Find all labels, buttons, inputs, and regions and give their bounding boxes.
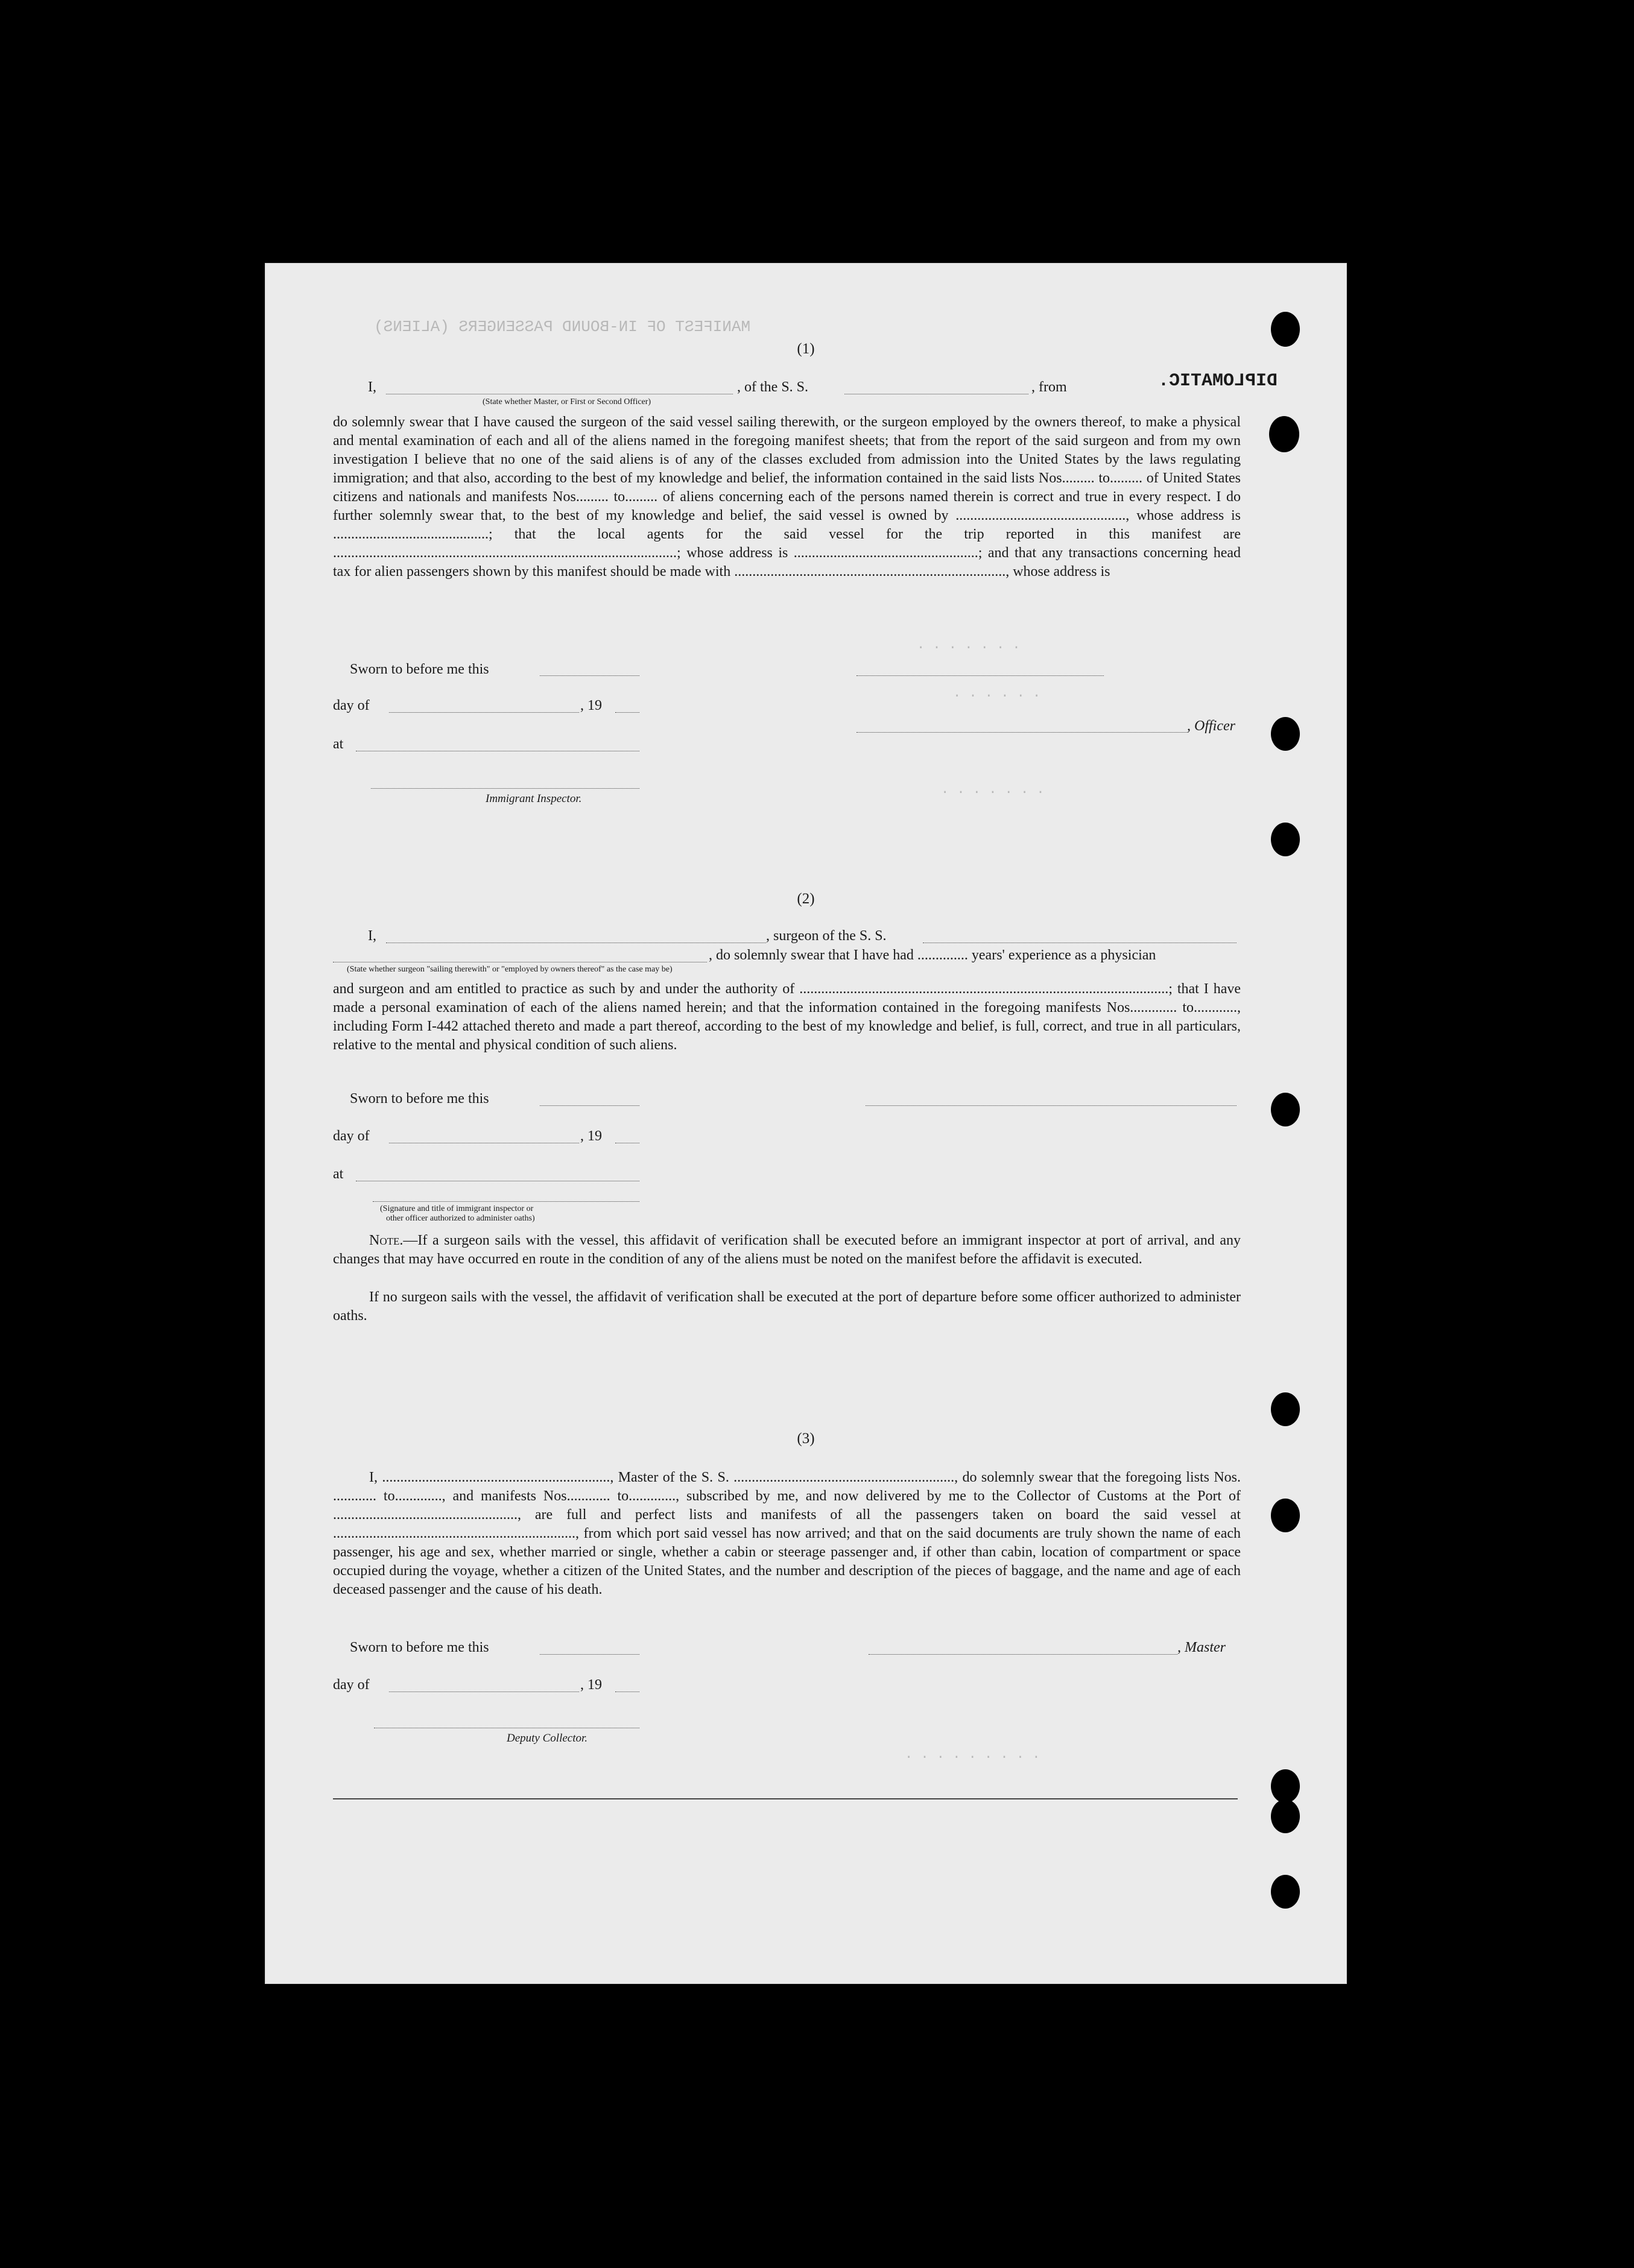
officer-label: , Officer xyxy=(1187,718,1235,734)
bleed-through: . . . . . . xyxy=(953,686,1041,701)
master-oath-text: I, ..............................................................., Master of the S. S. ............................................................., do solemnly swear that the foregoing lists Nos. ............ to............., and manifests Nos............ to............., subscribed by me, and now delivered by me to the Collector of Customs at the Port of ..................................................., are full and perfect lists and manifests of all the passengers taken on board the said vessel at ..................................................................., from which port said vessel has now arrived; and that on the said documents are truly shown the name of each passenger, his age and sex, whether married or single, whether a cabin or steerage passenger and, if other than cabin, location of compartment or space occupied during the voyage, whether a citizen of the United States, and the number and description of the pieces of baggage, and the name and age of each deceased passenger and the cause of his death. xyxy=(333,1470,1241,1597)
punch-hole xyxy=(1271,1799,1300,1833)
year-label: , 19 xyxy=(580,1128,602,1144)
punch-hole xyxy=(1271,1875,1300,1909)
year-label: , 19 xyxy=(580,1677,602,1693)
punch-hole xyxy=(1271,1769,1300,1803)
punch-hole xyxy=(1269,416,1299,452)
port-stamp: DIPLOMATIC. xyxy=(1158,371,1278,391)
year-line xyxy=(615,712,639,713)
sworn-label: Sworn to before me this xyxy=(350,662,489,677)
day-label: day of xyxy=(333,1677,370,1693)
date-line xyxy=(540,675,639,676)
signature-caption: (Signature and title of immigrant inspector or xyxy=(380,1204,534,1213)
field-caption: (State whether surgeon "sailing therewith" or "employed by owners thereof" as the case may be) xyxy=(347,965,673,974)
bleed-through: . . . . . . . xyxy=(941,782,1045,797)
date-line xyxy=(540,1105,639,1106)
sworn-label: Sworn to before me this xyxy=(350,1091,489,1107)
punch-hole xyxy=(1271,1499,1300,1532)
surgeon-oath-text: and surgeon and am entitled to practice as such by and under the authority of ......................................................................................................; that I have made a personal examination of each of the aliens named herein; and that the information contained in the foregoing manifests Nos............. to............, including Form I-442 attached thereto and made a part thereof, according to the best of my knowledge and belief, is full, correct, and true in all particulars, relative to the mental and physical condition of such aliens. xyxy=(333,981,1241,1053)
punch-hole xyxy=(1271,1392,1300,1426)
at-label: at xyxy=(333,736,344,752)
signature-caption: other officer authorized to administer oaths) xyxy=(386,1214,535,1223)
at-label: at xyxy=(333,1166,344,1182)
note-paragraph-2: If no surgeon sails with the vessel, the affidavit of verification shall be executed at the port of departure before some officer authorized to administer oaths. xyxy=(333,1289,1241,1324)
note-label: Note. xyxy=(369,1233,404,1248)
date-line xyxy=(540,1654,639,1655)
master-label: , Master xyxy=(1177,1640,1226,1655)
oath-text: do solemnly swear that I have caused the surgeon of the said vessel sailing therewith, or the surgeon employed by the owners thereof, to make a physical and mental examination of each and all of the aliens named in the foregoing manifest sheets; that from the report of the said surgeon and from my own investigation I believe that no one of the said aliens is of any of the classes excluded from admission into the United States by the laws regulating immigration; and that also, according to the best of my knowledge and belief, the information contained in the said lists Nos......... to......... of United States citizens and nationals and manifests Nos......... to......... of aliens concerning each of the persons named therein is correct and true in every respect. I do further solemnly swear that, to the best of my knowledge and belief, the said vessel is owned by ..............................................., whose address is ...........................................; that the local agents for the said vessel for the trip reported in this manifest are ...............................................................................................; whose address is ...................................................; and that any transactions concerning head tax for alien passengers shown by this manifest should be made with ..........................................................................., whose address is xyxy=(333,414,1241,580)
surgeon-ship-label: , surgeon of the S. S. xyxy=(766,928,887,944)
surgeon-signature-line xyxy=(866,1105,1237,1106)
from-label: , from xyxy=(1031,379,1067,395)
section-number: (2) xyxy=(797,891,815,907)
day-line xyxy=(389,712,579,713)
sworn-label: Sworn to before me this xyxy=(350,1640,489,1655)
manifest-page xyxy=(265,264,1346,1983)
bleed-through: . . . . . . . xyxy=(917,637,1021,652)
year-label: , 19 xyxy=(580,698,602,713)
section-number: (3) xyxy=(797,1430,815,1447)
officer-line xyxy=(857,732,1188,733)
field-caption: (State whether Master, or First or Second Officer) xyxy=(483,397,651,406)
punch-hole xyxy=(1271,1093,1300,1126)
punch-hole xyxy=(1271,823,1300,856)
day-label: day of xyxy=(333,698,370,713)
surgeon-affiant-label: I, xyxy=(368,928,376,944)
surgeon-experience: , do solemnly swear that I have had .............. years' experience as a physician xyxy=(709,947,1156,963)
punch-hole xyxy=(1271,717,1300,751)
ship-label: , of the S. S. xyxy=(737,379,809,395)
section-number: (1) xyxy=(797,341,815,357)
affiant-label: I, xyxy=(368,379,376,395)
official-signature-line xyxy=(373,1201,639,1202)
bleed-through: . . . . . . . . . xyxy=(905,1747,1040,1762)
inspector-caption: Immigrant Inspector. xyxy=(486,792,582,805)
collector-caption: Deputy Collector. xyxy=(507,1732,588,1745)
note-text: —If a surgeon sails with the vessel, this affidavit of verification shall be executed before an immigrant inspector at port of arrival, and any changes that may have occurred en route in the condition of any of the aliens must be noted on the manifest before the affidavit is executed. xyxy=(333,1233,1241,1267)
bottom-rule xyxy=(333,1798,1238,1799)
inspector-line xyxy=(371,788,639,789)
master-signature-line xyxy=(869,1654,1177,1655)
note-paragraph xyxy=(333,1231,1241,1269)
bleed-through: MANIFEST OF IN-BOUND PASSENGERS (ALIENS) xyxy=(374,318,751,336)
day-label: day of xyxy=(333,1128,370,1144)
signature-line xyxy=(857,675,1104,676)
